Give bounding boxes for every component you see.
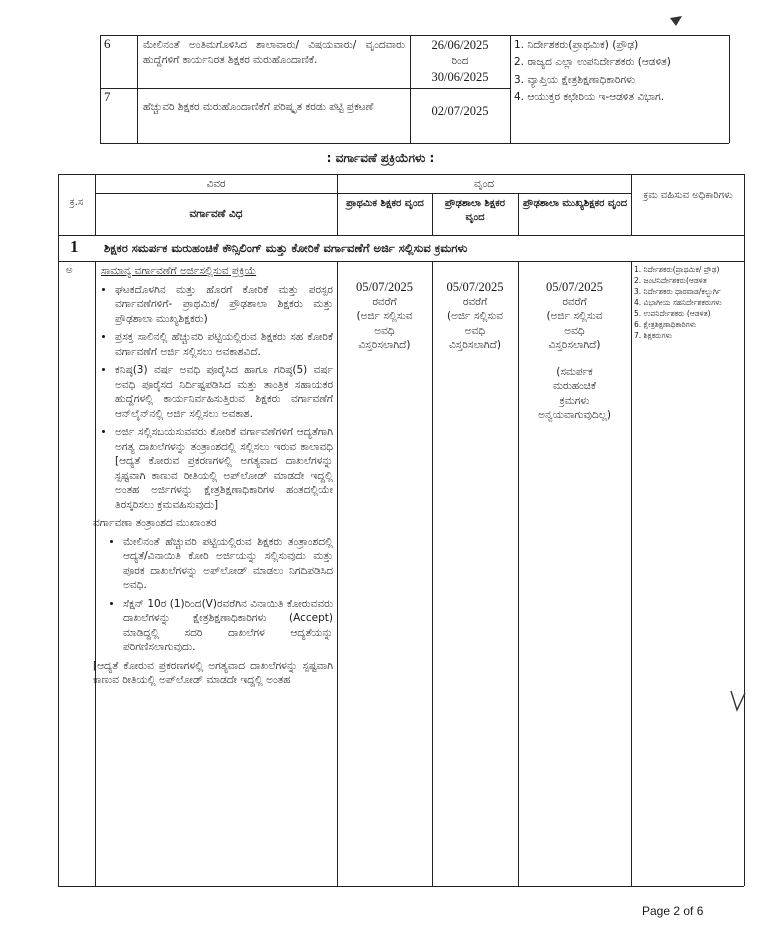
section-heading: ಶಿಕ್ಷಕರ ಸಮರ್ಪಕ ಮರುಹಂಚಿಕೆ ಕೌನ್ಸಿಲಿಂಗ್ ಮತ್ತು ಕೋರಿಕೆ ವರ್ಗಾವಣೆಗೆ ಅರ್ಜಿ ಸಲ್ಲಿಸುವ ಕ್ರಮಗಳು (104, 241, 468, 255)
date: 02/07/2025 (431, 104, 489, 118)
checkmark-icon (728, 688, 748, 714)
pen-mark-icon (668, 14, 684, 28)
action-officer-item: 6. ಕ್ಷೇತ್ರಶಿಕ್ಷಣಾಧಿಕಾರಿಗಳು (634, 320, 697, 329)
header-details: ವಿವರ (206, 178, 226, 190)
header-headmaster-cadre: ಪ್ರೌಢಶಾಲಾ ಮುಖ್ಯಶಿಕ್ಷಕರ ವೃಂದ (522, 198, 628, 209)
list-item: • ಘಟಕದೊಳಗಿನ ಮತ್ತು ಹೊರಗೆ ಕೋರಿಕೆ ಮತ್ತು ಪರಸ್ಪರ ವರ್ಗಾವಣೆಗಳಿಗೆ- ಪ್ರಾಥಮಿಕ/ ಪ್ರೌಢಶಾಲಾ ಶಿಕ್ಷಕರು ಮತ್ತು ಪ್ರೌಢಶಾಲಾ ಮುಖ್ಯಶಿಕ್ಷಕರು) (115, 283, 333, 327)
cell-line: (ಅರ್ಜಿ ಸಲ್ಲಿಸುವ (446, 310, 504, 322)
cell-line: ವಿಸ್ತರಿಸಲಾಗಿದೆ) (358, 339, 411, 351)
primary-cadre-cell (337, 280, 432, 353)
cell-line: ಮರುಹಂಚಿಕೆ (552, 380, 596, 392)
list-item: • ಕನಿಷ್ಠ(3) ವರ್ಷ ಅವಧಿ ಪೂರೈಸಿದ ಹಾಗೂ ಗರಿಷ್ಠ(5) ವರ್ಷ ಅವಧಿ ಪೂರೈಸದ ನಿರ್ದಿಷ್ಟಪಡಿಸಿದ ಮತ್ತು ತಾಂತ್ರಿಕ ಸಹಾಯಕರ ಹುದ್ದೆಗಳಲ್ಲಿ ಕಾರ್ಯನಿರ್ವಹಿಸುತ್ತಿರುವ ಶಿಕ್ಷಕರು ವರ್ಗಾವಣೆಗೆ ಆನ್‌ಲೈನ್‌ನಲ್ಲಿ ಅರ್ಜಿ ಸಲ್ಲಿಸಲು ಅವಕಾಶ. (115, 363, 333, 421)
action-officer-item: 3. ನಿರ್ದೇಶಕರು ಧಾರವಾಡ/ಕಲ್ಬುರ್ಗಿ (634, 287, 721, 296)
mid-heading: ವರ್ಗಾವಣಾ ತಂತ್ರಾಂಶದ ಮುಖಾಂತರ (93, 517, 217, 529)
header-serial: ಕ್ರ.ಸ (69, 197, 84, 208)
cell-line: ಅವಧಿ (374, 324, 395, 337)
row-description: ಹೆಚ್ಚುವರಿ ಶಿಕ್ಷಕರ ಮರುಹೊಂದಾಣಿಕೆಗೆ ಪರಿಷ್ಕೃತ ಕರಡು ಪಟ್ಟಿ ಪ್ರಕಟಣೆ (143, 101, 374, 113)
section-title: : ವರ್ಗಾವಣೆ ಪ್ರಕ್ರಿಯೆಗಳು : (326, 151, 435, 165)
action-officer-item: 1. ನಿರ್ದೇಶಕರು(ಪ್ರಾಥಮಿಕ/ ಪ್ರೌಢ) (634, 265, 720, 274)
cell-line: ರವರೆಗೆ (562, 295, 587, 308)
page-number: Page 2 of 6 (642, 904, 704, 918)
cell-line: ರವರೆಗೆ (462, 295, 488, 308)
action-officer-list (634, 264, 742, 341)
cell-line: ಅನ್ವಯವಾಗುವುದಿಲ್ಲ) (538, 409, 611, 421)
tail-note: [ಆದ್ಯತೆ ಕೋರುವ ಪ್ರಕರಣಗಳಲ್ಲಿ ಅಗತ್ಯವಾದ ದಾಖಲೆಗಳನ್ನು ಸ್ಪಷ್ಟವಾಗಿ ಕಾಣುವ ರೀತಿಯಲ್ಲಿ ಅಪ್‌ಲೋಡ್ ಮಾಡದೇ ಇದ್ದಲ್ಲಿ ಅಂತಹ (93, 659, 333, 686)
header-action-officers: ಕ್ರಮ ವಹಿಸುವ ಅಧಿಕಾರಿಗಳು (643, 190, 733, 201)
row-description: ಮೇಲಿನಂತೆ ಅಂತಿಮಗೊಳಿಸಿದ ಶಾಲಾವಾರು/ ವಿಷಯವಾರು/ ವೃಂದವಾರು ಹುದ್ದೆಗಳಿಗೆ ಕಾರ್ಯನಿರತ ಶಿಕ್ಷಕರ ಮರುಹೊಂದಾಣಿಕೆ. (143, 39, 405, 66)
high-school-cadre-cell (432, 280, 518, 353)
row-number: 6 (104, 36, 111, 51)
list-item: • ಮೇಲಿನಂತೆ ಹೆಚ್ಚುವರಿ ಪಟ್ಟಿಯಲ್ಲಿರುವ ಶಿಕ್ಷಕರು ತಂತ್ರಾಂಶದಲ್ಲಿ ಆದ್ಯತೆ/ವಿನಾಯಿತಿ ಕೋರಿ ಅರ್ಜಿಯನ್ನು ಸಲ್ಲಿಸುವುದು ಮತ್ತು ಪೂರಕ ದಾಖಲೆಗಳನ್ನು ಅಪ್‌ಲೋಡ್ ಮಾಡಲು ನಿಗದಿಪಡಿಸಿದ ಅವಧಿ. (123, 535, 333, 593)
date-from: 26/06/2025 (431, 38, 489, 52)
action-officer-item: 5. ಉಪನಿರ್ದೇಶಕರು (ಆಡಳಿತ) (634, 309, 711, 318)
action-officer-item: 4. ವಿಭಾಗೀಯ ಸಹನಿರ್ದೇಶಕರುಗಳು (634, 298, 722, 307)
sub-heading: ಸಾಮಾನ್ಯ ವರ್ಗಾವಣೆಗೆ ಅರ್ಜಿಸಲ್ಲಿಸುವ ಪ್ರಕ್ರಿಯೆ (101, 265, 257, 277)
date-connector: ರಿಂದ (451, 55, 469, 67)
header-high-school-cadre: ಪ್ರೌಢಶಾಲಾ ಶಿಕ್ಷಕರ ವೃಂದ (444, 198, 506, 223)
cell-line: ವಿಸ್ತರಿಸಲಾಗಿದೆ) (548, 339, 601, 351)
header-transfer-type: ವರ್ಗಾವಣೆ ವಿಧ (189, 208, 243, 220)
cell-line: ವಿಸ್ತರಿಸಲಾಗಿದೆ) (449, 339, 501, 351)
action-officer-item: 2. ಜಂಟಿನಿರ್ದೇಶಕರು(ಆಡಳಿತ (634, 276, 707, 285)
cell-line: ಅವಧಿ (464, 324, 486, 337)
authority-item: 1. ನಿರ್ದೇಶಕರು(ಪ್ರಾಥಮಿಕ) (ಪ್ರೌಢ) (514, 39, 639, 51)
date-to: 30/06/2025 (431, 70, 489, 84)
row-number: 7 (104, 89, 111, 104)
cell-line: (ಅರ್ಜಿ ಸಲ್ಲಿಸುವ (546, 310, 603, 322)
action-officer-item: 7. ಶಿಕ್ಷಕರುಗಳು (634, 331, 672, 340)
authority-list (514, 38, 726, 104)
process-description (93, 264, 333, 688)
cell-line: (ಸಮರ್ಪಕ (556, 365, 593, 378)
cell-line: (ಅರ್ಜಿ ಸಲ್ಲಿಸುವ (356, 310, 413, 322)
authority-item: 3. ವ್ಯಾಪ್ತಿಯ ಕ್ಷೇತ್ರಶಿಕ್ಷಣಾಧಿಕಾರಿಗಳು (514, 74, 636, 86)
sub-number: ಅ (66, 265, 73, 276)
deadline-date: 05/07/2025 (446, 280, 504, 294)
deadline-date: 05/07/2025 (546, 280, 603, 294)
cell-line: ರವರೆಗೆ (372, 295, 397, 308)
deadline-date: 05/07/2025 (356, 280, 413, 294)
headmaster-cadre-cell (518, 280, 631, 423)
authority-item: 2. ರಾಜ್ಯದ ಎಲ್ಲಾ ಉಪನಿರ್ದೇಶಕರು (ಆಡಳಿತ) (514, 55, 671, 68)
authority-item: 4. ಆಯುಕ್ತರ ಕಛೇರಿಯ ಇ-ಆಡಳಿತ ವಿಭಾಗ. (514, 90, 665, 103)
header-primary-cadre: ಪ್ರಾಥಮಿಕ ಶಿಕ್ಷಕರ ವೃಂದ (346, 198, 424, 209)
list-item: • ಸೆಕ್ಷನ್ 10ರ (1)ರಿಂದ(V)ರವರೆಗಿನ ವಿನಾಯಿತಿ ಕೋರುವವರು ದಾಖಲೆಗಳನ್ನು ಕ್ಷೇತ್ರಶಿಕ್ಷಣಾಧಿಕಾರಿಗಳು (Accept) ಮಾಡಿದ್ದಲ್ಲಿ ಸದರಿ ದಾಖಲೆಗಳ ಆದ್ಯತೆಯನ್ನು ಪರಿಗಣಿಸಲಾಗುವುದು. (123, 597, 333, 655)
list-item: • ಅರ್ಜಿ ಸಲ್ಲಿಸಬಯಸುವವರು ಕೋರಿಕೆ ವರ್ಗಾವಣೆಗಳಿಗೆ ಆದ್ಯತೆಗಾಗಿ ಅಗತ್ಯ ದಾಖಲೆಗಳನ್ನು ತಂತ್ರಾಂಶದಲ್ಲಿ ಸಲ್ಲಿಸಲು ಇರುವ ಕಾಲಾವಧಿ [ಆದ್ಯತೆ ಕೋರುವ ಪ್ರಕರಣಗಳಲ್ಲಿ ಅಗತ್ಯವಾದ ದಾಖಲೆಗಳನ್ನು ಸ್ಪಷ್ಟವಾಗಿ ಕಾಣುವ ರೀತಿಯಲ್ಲಿ ಅಪ್‌ಲೋಡ್ ಮಾಡದೇ ಇದ್ದಲ್ಲಿ ಅಂತಹ ಅರ್ಜಿಗಳನ್ನು ಕ್ಷೇತ್ರಶಿಕ್ಷಣಾಧಿಕಾರಿಗಳ ಹಂತದಲ್ಲಿಯೇ ತಿರಸ್ಕರಿಸಲು ಕ್ರಮವಹಿಸುವುದು] (115, 425, 333, 512)
section-number: 1 (70, 237, 79, 256)
cell-line: ಕ್ರಮಗಳು (559, 394, 590, 407)
list-item: • ಪ್ರಸಕ್ತ ಸಾಲಿನಲ್ಲಿ ಹೆಚ್ಚುವರಿ ಪಟ್ಟಿಯಲ್ಲಿರುವ ಶಿಕ್ಷಕರು ಸಹ ಕೋರಿಕೆ ವರ್ಗಾವಣೆಗೆ ಅರ್ಜಿ ಸಲ್ಲಿಸಲು ಅವಕಾಶವಿದೆ. (115, 330, 333, 359)
cell-line: ಅವಧಿ (564, 324, 585, 337)
header-cadre: ವೃಂದ (473, 178, 495, 190)
